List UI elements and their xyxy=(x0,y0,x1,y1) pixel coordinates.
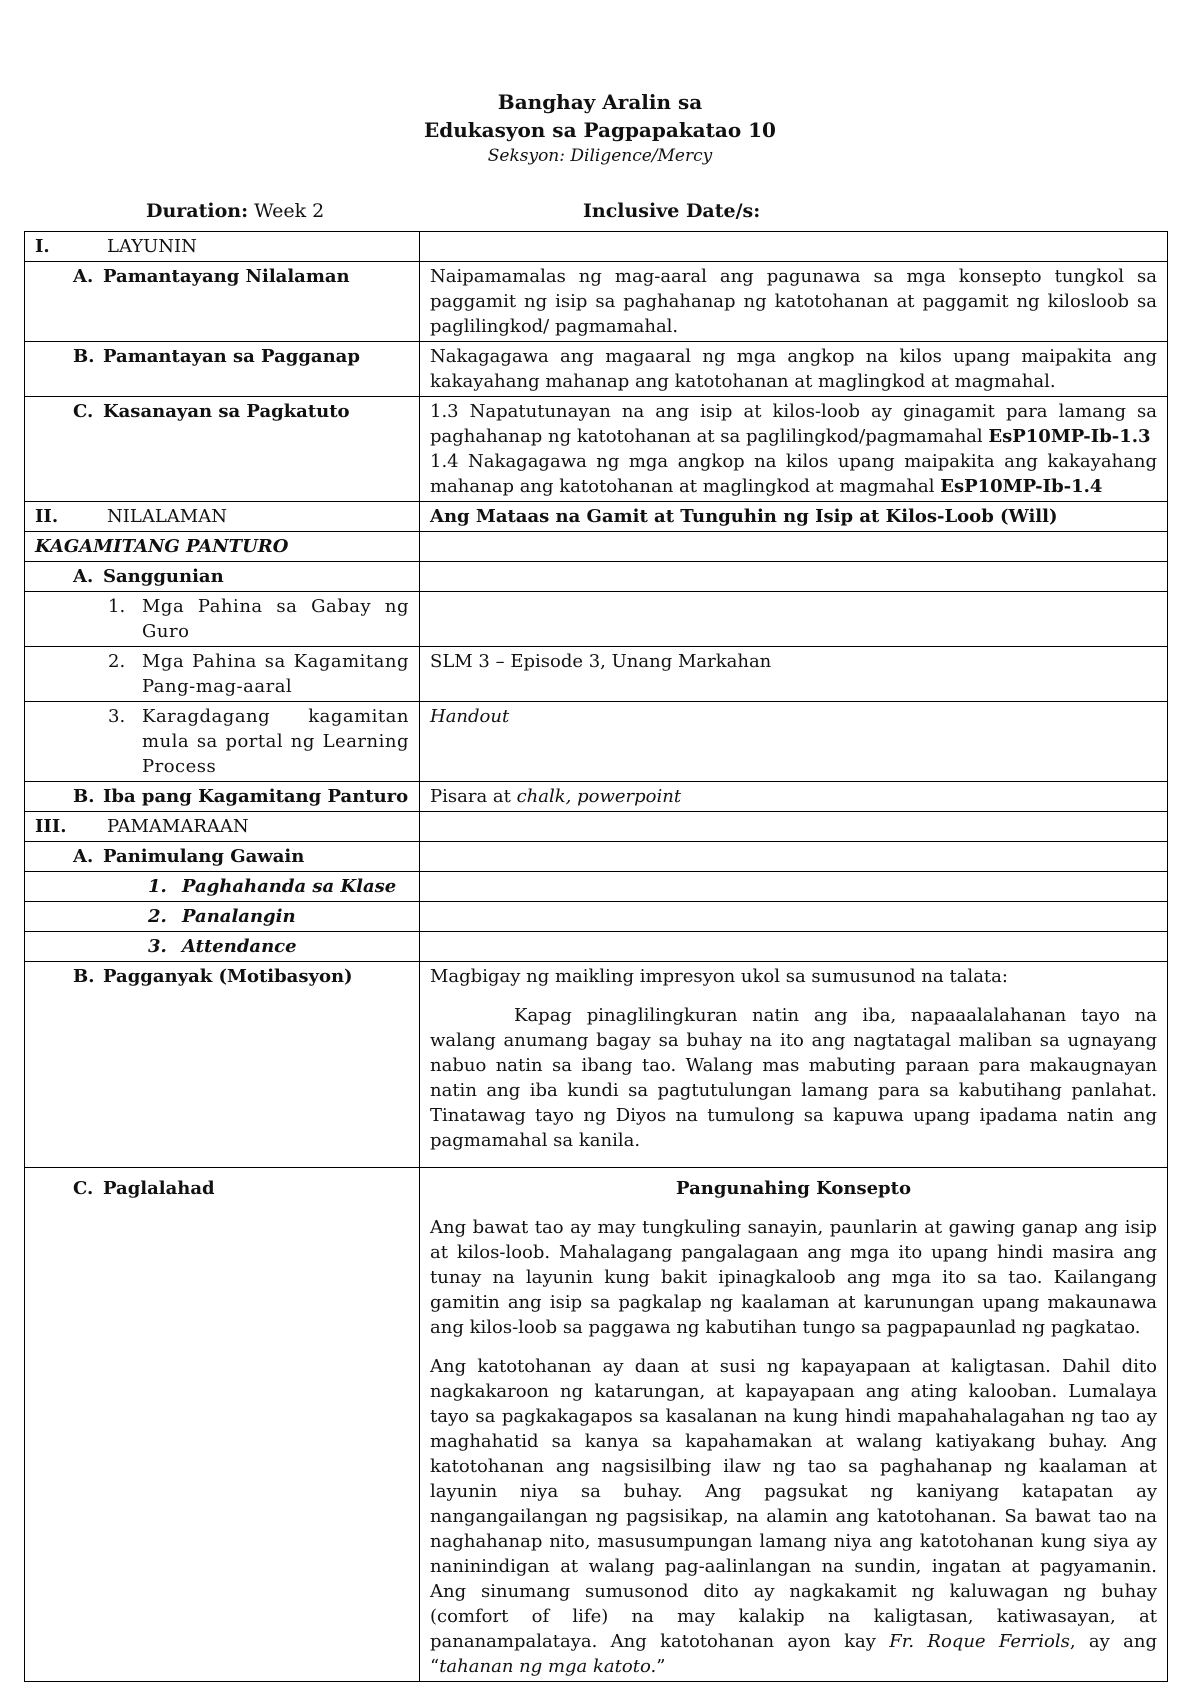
item-title: Panimulang Gawain xyxy=(103,846,305,867)
row-pamantayan-sa-pagganap xyxy=(25,342,1168,397)
item-letter: B. xyxy=(73,786,95,807)
author-name: Fr. Roque Ferriols xyxy=(889,1631,1070,1652)
row-kagamitang-pang-mag-aaral xyxy=(25,647,1168,702)
item-title: Sanggunian xyxy=(103,566,224,587)
row-pagganyak xyxy=(25,962,1168,1168)
cell-label xyxy=(25,902,420,932)
item-letter: A. xyxy=(73,846,94,867)
gabay-ng-guro-value xyxy=(420,592,1168,647)
cell-layunin-label xyxy=(25,232,420,262)
competency-2 xyxy=(430,449,1157,499)
row-kasanayan-sa-pagkatuto xyxy=(25,397,1168,502)
item-letter: B. xyxy=(73,966,95,987)
kasanayan-text xyxy=(420,397,1168,502)
row-nilalaman xyxy=(25,502,1168,532)
item-title: Kasanayan sa Pagkatuto xyxy=(103,401,350,422)
quote-intro: , ay ang “ xyxy=(430,1631,1157,1677)
row-paglalahad xyxy=(25,1168,1168,1682)
cell-label xyxy=(25,782,420,812)
step-label: Panalangin xyxy=(182,906,296,927)
item-title: Paglalahad xyxy=(103,1178,215,1199)
cell-empty xyxy=(420,562,1168,592)
item-letter: A. xyxy=(73,566,94,587)
item-label: Mga Pahina sa Gabay ng Guro xyxy=(142,596,409,642)
lesson-plan-table xyxy=(24,231,1168,1682)
step-number: 2. xyxy=(148,906,167,927)
cell-layunin-value xyxy=(420,232,1168,262)
spacer xyxy=(430,989,1157,1003)
pang-mag-aaral-value: SLM 3 – Episode 3, Unang Markahan xyxy=(420,647,1168,702)
roman-numeral: I. xyxy=(35,236,50,257)
cell-label xyxy=(25,562,420,592)
item-number: 1. xyxy=(108,596,126,617)
row-paghahanda xyxy=(25,872,1168,902)
concept-paragraph-1: Ang bawat tao ay may tungkuling sanayin, paunlarin at gawing ganap ang isip at kilos-loob. Mahalagang pangalagaan ang mga ito upang hindi masira ang tunay na layunin kung bakit ipinagkaloob ang mga ito sa tao. Kailangang gamitin ang isip sa pagkalap ng kaalaman at karunungan upang makaunawa ang kilos-loob sa paggawa ng kabutihan tungo sa pagpapaunlad ng pagkatao. xyxy=(430,1217,1157,1338)
roman-numeral: III. xyxy=(35,816,67,837)
pagganyak-paragraph: Kapag pinaglilingkuran natin ang iba, napaaalalahanan tayo na walang anumang bagay sa buhay na ito ang nagtatagal maliban sa ugnayang nabuo natin sa ibang tao. Walang mas mabuting paraan para makaugnayan natin ang iba kundi sa pagtutulungan lamang para sa kabutihang panlahat. Tinatawag tayo ng Diyos na tumulong sa kapuwa upang ipadama natin ang pagmamahal sa kanila. xyxy=(430,1005,1157,1151)
row-karagdagang-kagamitan xyxy=(25,702,1168,782)
cell-empty xyxy=(420,532,1168,562)
row-sanggunian xyxy=(25,562,1168,592)
cell-label xyxy=(25,962,420,1168)
cell-empty xyxy=(420,842,1168,872)
row-attendance xyxy=(25,932,1168,962)
row-layunin xyxy=(25,232,1168,262)
title-line-2: Edukasyon sa Pagpapakatao 10 xyxy=(424,118,776,142)
cell-label xyxy=(25,397,420,502)
item-title: Pagganyak (Motibasyon) xyxy=(103,966,353,987)
concept-paragraph-2-text: Ang katotohanan ay daan at susi ng kapayapaan at kaligtasan. Dahil dito nagkakaroon ng katarungan, at kapayapaan ang ating kalooban. Lumalaya tayo sa pagkakagapos sa kasalanan na kung hindi mapahahalagahan ng tao ay maghahatid sa kanya sa kapahamakan at walang katiyakang buhay. Ang katotohanan ang nagsisilbing ilaw ng tao sa paghahanap ng kaalaman at layunin niya sa buhay. Ang pagsukat ng kaniyang katapatan ay nangangailangan ng pagsisikap, na alamin ang katotohanan. Sa bawat tao na naghahanap nito, masusumpungan lamang niya ang katotohanan kung siya ay naninindigan at walang pag-aalinlangan na sundin, ingatan at pagyamanin. Ang sinumang sumusonod dito ay nagkakamit ng kaluwagan ng buhay (comfort of life) na may kalakip na kaligtasan, katiwasayan, at pananampalataya. Ang katotohanan ayon kay xyxy=(430,1356,1157,1652)
step-label: Paghahanda sa Klase xyxy=(182,876,397,897)
cell-label xyxy=(25,702,420,782)
item-title: Pamantayang Nilalaman xyxy=(103,266,350,287)
pamantayang-nilalaman-text: Naipamamalas ng mag-aaral ang pagunawa sa mga konsepto tungkol sa paggamit ng isip sa paghahanap ng katotohanan at paggamit ng kilosloob sa paglilingkod/ pagmamahal. xyxy=(420,262,1168,342)
item-title: Iba pang Kagamitang Panturo xyxy=(103,786,409,807)
cell-label xyxy=(25,1168,420,1682)
section-title: PAMAMARAAN xyxy=(107,816,249,837)
cell-label xyxy=(25,872,420,902)
row-panimulang-gawain xyxy=(25,842,1168,872)
item-title: Pamantayan sa Pagganap xyxy=(103,346,360,367)
item-label: Mga Pahina sa Kagamitang Pang-mag-aaral xyxy=(142,651,409,697)
cell-empty xyxy=(420,872,1168,902)
row-iba-pang-kagamitan xyxy=(25,782,1168,812)
row-pamamaraan xyxy=(25,812,1168,842)
iba-pang-kagamitan-value xyxy=(420,782,1168,812)
duration xyxy=(146,200,324,222)
item-label: Karagdagang kagamitan mula sa portal ng Learning Process xyxy=(142,706,409,777)
section-title: NILALAMAN xyxy=(107,506,227,527)
item-letter: B. xyxy=(73,346,95,367)
cell-empty xyxy=(420,902,1168,932)
cell-label xyxy=(25,342,420,397)
cell-label xyxy=(25,842,420,872)
cell-label xyxy=(25,592,420,647)
concept-heading: Pangunahing Konsepto xyxy=(676,1178,911,1199)
cell-empty xyxy=(420,932,1168,962)
cell-pamamaraan-label xyxy=(25,812,420,842)
spacer xyxy=(430,1201,1157,1215)
duration-label: Duration: xyxy=(146,200,249,222)
pagganyak-content xyxy=(420,962,1168,1168)
competency-1-text: 1.3 Napatutunayan na ang isip at kilos-loob ay ginagamit para lamang sa paghahanap ng katotohanan at sa paglilingkod/pagmamahal xyxy=(430,401,1157,447)
materials-italic: chalk, powerpoint xyxy=(516,786,682,807)
step-label: Attendance xyxy=(182,936,297,957)
duration-value: Week 2 xyxy=(254,200,325,222)
concept-paragraph-2 xyxy=(430,1354,1157,1679)
step-number: 1. xyxy=(148,876,167,897)
materials-plain: Pisara at xyxy=(430,786,511,807)
item-letter: A. xyxy=(73,266,94,287)
roman-numeral: II. xyxy=(35,506,59,527)
pagganyak-instruction: Magbigay ng maikling impresyon ukol sa sumusunod na talata: xyxy=(430,966,1008,987)
pamantayan-sa-pagganap-text: Nakagagawa ang magaaral ng mga angkop na kilos upang maipakita ang kakayahang mahanap ang katotohanan at maglingkod at magmahal. xyxy=(420,342,1168,397)
item-letter: C. xyxy=(73,1178,94,1199)
kagamitang-panturo-title: KAGAMITANG PANTURO xyxy=(25,532,420,562)
cell-nilalaman-label xyxy=(25,502,420,532)
item-number: 2. xyxy=(108,651,126,672)
competency-2-text: 1.4 Nakagagawa ng mga angkop na kilos upang maipakita ang kakayahang mahanap ang katotohanan at maglingkod at magmahal xyxy=(430,451,1157,497)
cell-label xyxy=(25,932,420,962)
quote-close: ” xyxy=(656,1656,666,1677)
step-number: 3. xyxy=(148,936,167,957)
competency-1 xyxy=(430,399,1157,449)
competency-2-code: EsP10MP-Ib-1.4 xyxy=(940,476,1103,497)
row-gabay-ng-guro xyxy=(25,592,1168,647)
section-subtitle: Seksyon: Diligence/Mercy xyxy=(487,146,713,166)
inclusive-dates-label: Inclusive Date/s: xyxy=(583,200,761,222)
item-number: 3. xyxy=(108,706,126,727)
competency-1-code: EsP10MP-Ib-1.3 xyxy=(988,426,1151,447)
cell-label xyxy=(25,647,420,702)
row-kagamitang-panturo xyxy=(25,532,1168,562)
quote-text: tahanan ng mga katoto. xyxy=(439,1656,657,1677)
cell-label xyxy=(25,262,420,342)
title-line-1: Banghay Aralin sa xyxy=(497,90,703,114)
row-panalangin xyxy=(25,902,1168,932)
item-letter: C. xyxy=(73,401,94,422)
karagdagang-kagamitan-value: Handout xyxy=(420,702,1168,782)
paglalahad-content xyxy=(420,1168,1168,1682)
nilalaman-content: Ang Mataas na Gamit at Tunguhin ng Isip at Kilos-Loob (Will) xyxy=(420,502,1168,532)
section-title: LAYUNIN xyxy=(107,236,197,257)
cell-empty xyxy=(420,812,1168,842)
row-pamantayang-nilalaman xyxy=(25,262,1168,342)
